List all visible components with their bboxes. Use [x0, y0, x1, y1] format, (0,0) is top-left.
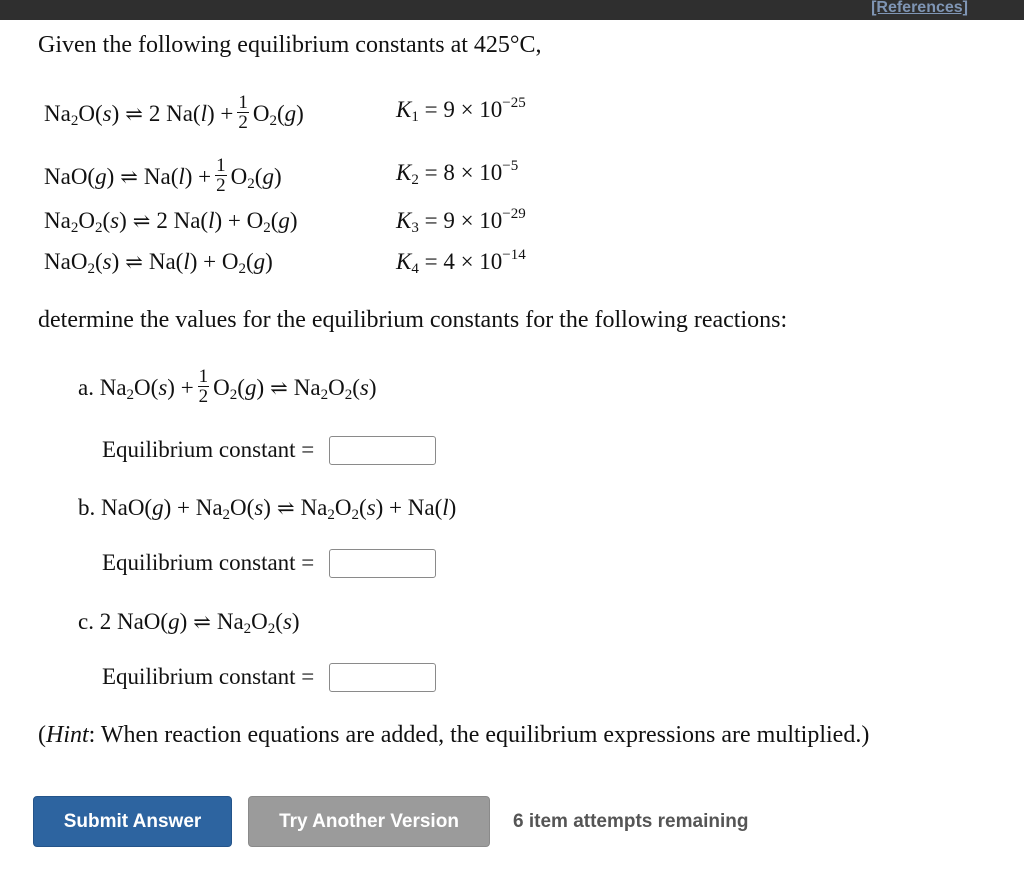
part-a-answer-label: Equilibrium constant =: [102, 437, 315, 462]
equilibrium-arrow-icon: ⇌: [276, 496, 295, 520]
part-c-answer-input[interactable]: [329, 663, 436, 692]
equilibrium-arrow-icon: ⇌: [125, 250, 143, 274]
k1-expression: $K_1 = 9 \times 10^{-25}$: [396, 95, 526, 125]
part-b-answer-label: Equilibrium constant =: [102, 550, 315, 575]
part-c-answer-label: Equilibrium constant =: [102, 664, 315, 689]
submit-answer-button[interactable]: Submit Answer: [33, 796, 232, 847]
equilibrium-arrow-icon: ⇌: [125, 101, 143, 126]
top-bar: [0, 0, 1024, 20]
equilibrium-arrow-icon: ⇌: [193, 610, 211, 634]
try-another-version-button[interactable]: Try Another Version: [248, 796, 490, 847]
part-c-letter: c.: [78, 609, 94, 634]
attempts-remaining: 6 item attempts remaining: [513, 811, 749, 832]
part-c-reaction: c. 2 NaO(g) ⇌ $Na_2O_2(s)$: [78, 609, 300, 637]
k2-expression: $K_2 = 8 \times 10^{-5}$: [396, 158, 519, 188]
fraction-half: $\frac{1}{2}$: [216, 155, 226, 196]
k4-expression: $K_4 = 4 \times 10^{-14}$: [396, 247, 526, 277]
fraction-half: $\frac{1}{2}$: [198, 366, 209, 407]
given-reaction-2: NaO(g) ⇌ Na(l) + $\frac{1}{2}$ $O_2(g)$: [44, 155, 282, 196]
hint-text: (Hint: When reaction equations are added, the equilibrium expressions are multiplied.): [38, 722, 870, 748]
part-a-answer-input[interactable]: [329, 436, 436, 465]
given-reaction-1: $Na_2O(s)$ ⇌ 2 Na(l) + $\frac{1}{2}$ $O_2(g)$: [44, 92, 304, 133]
part-a-letter: a.: [78, 374, 94, 400]
part-b-answer-input[interactable]: [329, 549, 436, 578]
references-link[interactable]: [References]: [871, 0, 968, 16]
given-reaction-3: $Na_2O_2(s)$ ⇌ 2 $Na(l) + O_2(g)$: [44, 208, 298, 236]
part-a-reaction: a. $Na_2O(s)$ + $\frac{1}{2}$ $O_2(g)$ ⇌ $Na_2O_2(s)$: [78, 366, 377, 407]
fraction-half: $\frac{1}{2}$: [238, 92, 248, 133]
given-reaction-4: NaO$_2$(s) ⇌ $Na(l) + O_2(g)$: [44, 249, 273, 277]
hint-label: Hint: [46, 722, 89, 748]
part-b-reaction: b. $NaO(g) + Na_2O(s)$ ⇌ $Na_2O_2(s) + Na(l)$: [78, 495, 457, 523]
k3-expression: $K_3 = 9 \times 10^{-29}$: [396, 206, 526, 236]
part-b-letter: b.: [78, 495, 96, 520]
equilibrium-arrow-icon: ⇌: [132, 209, 151, 233]
equilibrium-arrow-icon: ⇌: [120, 164, 138, 189]
intro-text: Given the following equilibrium constants at 425°C,: [38, 32, 542, 58]
equilibrium-arrow-icon: ⇌: [270, 375, 288, 400]
determine-text: determine the values for the equilibrium constants for the following reactions:: [38, 307, 788, 333]
